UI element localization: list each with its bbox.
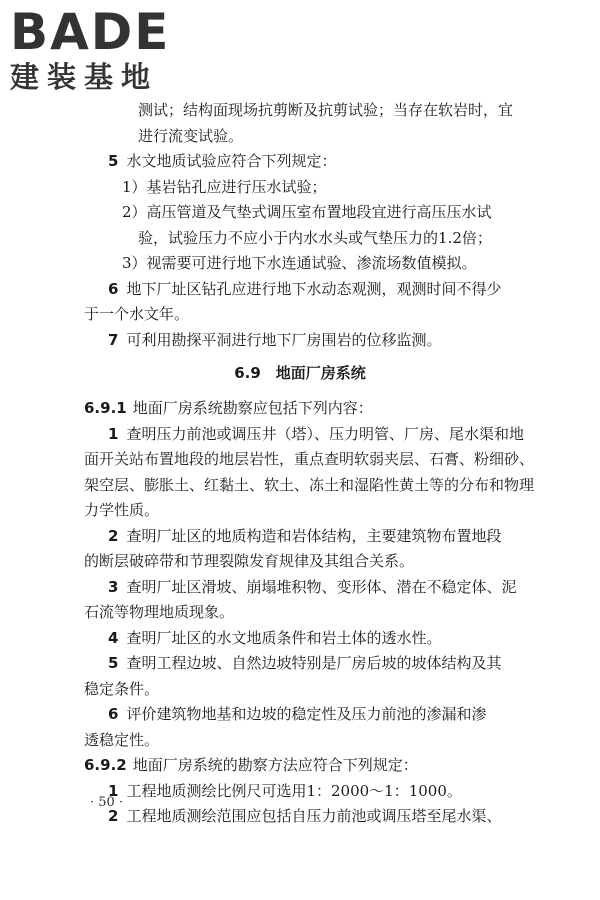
text-line (84, 149, 516, 175)
text-line (84, 175, 516, 201)
logo-english: BADE (10, 3, 171, 61)
text-line (84, 804, 516, 830)
text-line (84, 226, 516, 252)
line-text: 查明工程边坡、自然边坡特别是厂房后坡的坡体结构及其 (126, 654, 502, 672)
text-line (84, 473, 535, 499)
line-text: 的断层破碎带和节理裂隙发育规律及其组合关系。 (84, 552, 415, 570)
line-text: 地面厂房系统勘察应包括下列内容： (132, 399, 373, 417)
line-text: 进行流变试验。 (138, 126, 244, 145)
item-number: 1 (108, 424, 119, 443)
text-line (84, 200, 516, 226)
text-line (84, 447, 535, 473)
block-hydro-tests (84, 98, 516, 353)
text-line (84, 626, 516, 652)
text-line (84, 498, 516, 524)
text-line (84, 575, 516, 601)
line-text: 验，试验压力不应小于内水水头或气垫压力的1.2倍； (138, 228, 492, 247)
line-text: 查明压力前池或调压井（塔）、压力明管、厂房、尾水渠和地 (126, 424, 524, 443)
block-ground-powerhouse (84, 396, 535, 830)
section-number: 6.9.1 (84, 399, 127, 417)
page-number: · 50 · (90, 795, 124, 810)
text-line (84, 779, 516, 805)
line-text: 3）视需要可进行地下水连通试验、渗流场数值模拟。 (122, 254, 477, 272)
logo-chinese: 建装基地 (10, 60, 159, 94)
text-line (84, 600, 516, 626)
text-line (84, 524, 516, 550)
text-line (84, 422, 524, 448)
text-line (84, 753, 516, 779)
text-line (84, 702, 516, 728)
line-text: 于一个水文年。 (84, 305, 190, 323)
text-line (84, 396, 516, 422)
text-line (84, 328, 516, 354)
line-text: 查明厂址区的水文地质条件和岩土体的透水性。 (126, 628, 442, 647)
line-text: 工程地质测绘范围应包括自压力前池或调压塔至尾水渠、 (126, 807, 502, 825)
line-text: 力学性质。 (84, 501, 160, 519)
item-number: 4 (108, 628, 119, 647)
item-number: 2 (108, 807, 119, 825)
item-number: 7 (108, 330, 119, 349)
line-text: 透稳定性。 (84, 730, 160, 749)
item-number: 5 (108, 654, 119, 672)
document-body (84, 98, 535, 830)
section-heading: 6.9 地面厂房系统 (234, 364, 366, 382)
text-line (84, 651, 516, 677)
item-number: 2 (108, 526, 119, 545)
logo (10, 3, 180, 94)
line-text: 稳定条件。 (84, 679, 160, 698)
item-number: 6 (108, 705, 119, 723)
item-number: 5 (108, 152, 119, 170)
text-line (84, 98, 516, 124)
item-number: 3 (108, 577, 119, 596)
line-text: 评价建筑物地基和边坡的稳定性及压力前池的渗漏和渗 (126, 705, 487, 723)
line-text: 工程地质测绘比例尺可选用1：2000～1：1000。 (126, 781, 462, 800)
text-line (84, 251, 516, 277)
line-text: 地面厂房系统的勘察方法应符合下列规定： (132, 756, 418, 774)
line-text: 可利用勘探平洞进行地下厂房围岩的位移监测。 (126, 330, 442, 349)
line-text: 面开关站布置地段的地层岩性，重点查明软弱夹层、石膏、粉细砂、 (84, 450, 535, 468)
item-number: 1 (108, 781, 119, 800)
line-text: 地下厂址区钻孔应进行地下水动态观测，观测时间不得少 (126, 279, 502, 298)
line-text: 石流等物理地质现象。 (84, 603, 235, 621)
line-text: 测试；结构面现场抗剪断及抗剪试验；当存在软岩时，宜 (138, 101, 514, 119)
text-line (84, 728, 516, 754)
line-text: 1）基岩钻孔应进行压水试验； (122, 177, 327, 196)
line-text: 架空层、膨胀土、红黏土、软土、冻土和湿陷性黄土等的分布和物理 (84, 475, 535, 494)
line-text: 2）高压管道及气垫式调压室布置地段宜进行高压压水试 (122, 203, 492, 221)
section-number: 6.9.2 (84, 756, 127, 774)
line-text: 水文地质试验应符合下列规定： (126, 152, 337, 170)
text-line (84, 677, 516, 703)
text-line (84, 549, 516, 575)
line-text: 查明厂址区的地质构造和岩体结构，主要建筑物布置地段 (126, 526, 502, 545)
text-line (84, 302, 516, 328)
text-line (84, 124, 516, 150)
line-text: 查明厂址区滑坡、崩塌堆积物、变形体、潜在不稳定体、泥 (126, 577, 517, 596)
item-number: 6 (108, 279, 119, 298)
text-line (84, 277, 516, 303)
